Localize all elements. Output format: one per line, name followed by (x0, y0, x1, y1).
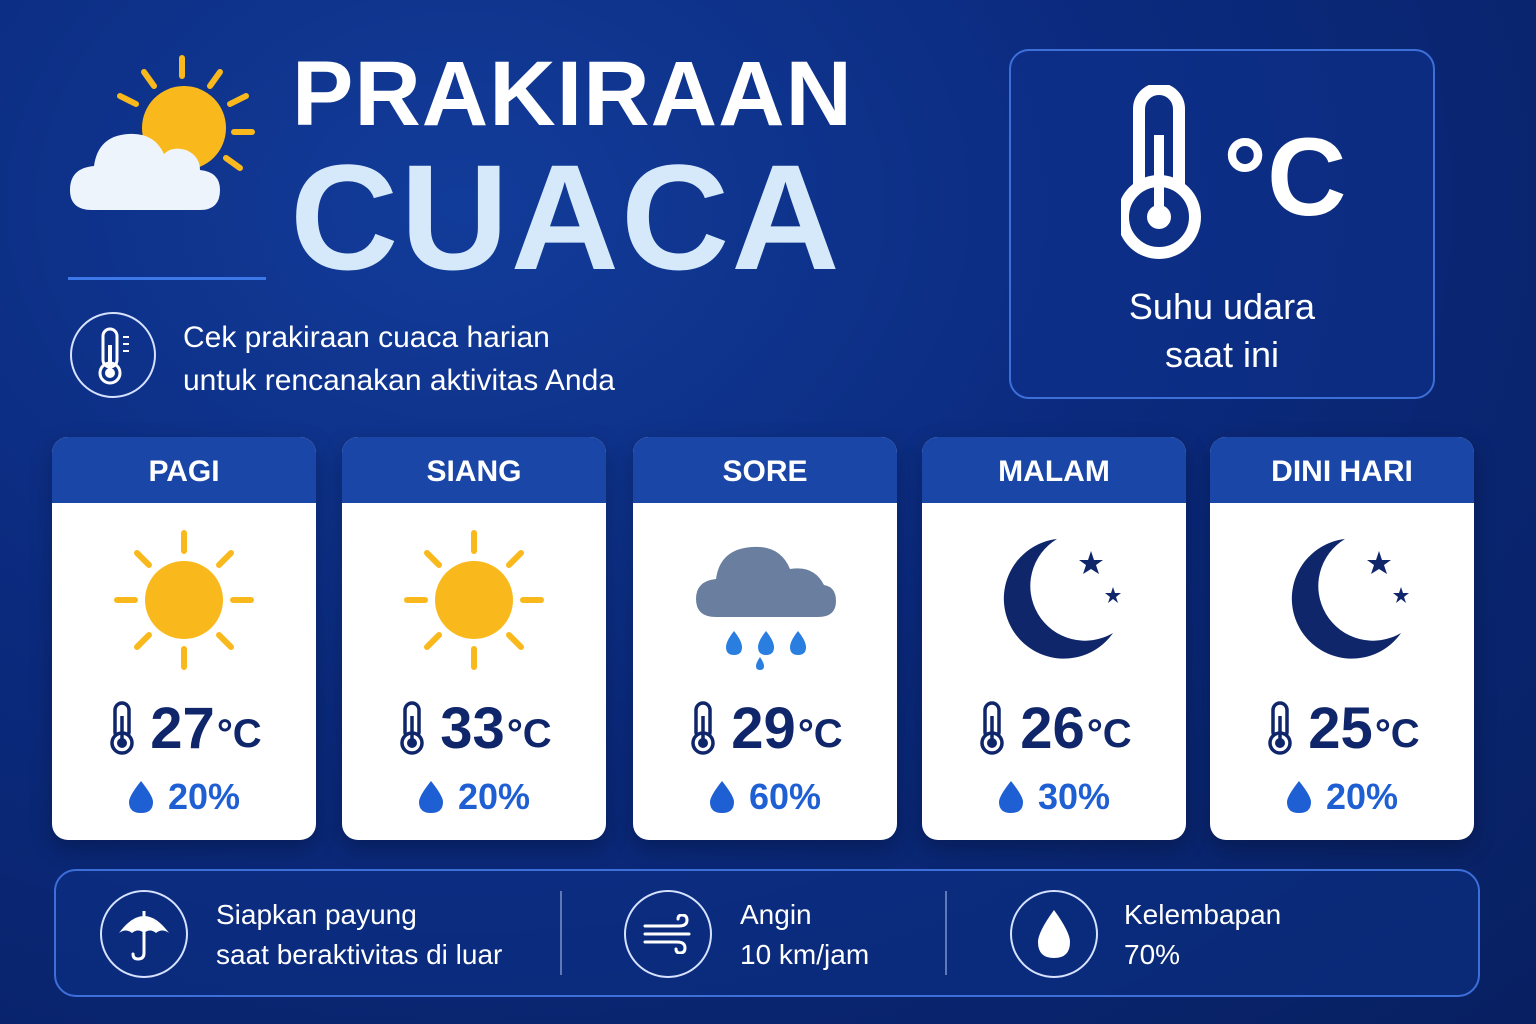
temperature-unit: °C (1086, 711, 1132, 756)
title-line-2: CUACA (290, 133, 842, 301)
info-wind (624, 871, 944, 995)
temperature-value: 29 (731, 695, 796, 761)
umbrella-text-line-1: Siapkan payung (216, 899, 417, 930)
temperature-value: 26 (1020, 695, 1085, 761)
droplet-icon (1286, 780, 1312, 814)
current-temperature-label-line-2: saat ini (1164, 334, 1280, 375)
temperature-unit: °C (1374, 711, 1420, 756)
forecast-period: PAGI (52, 437, 316, 503)
temperature-value: 25 (1308, 695, 1373, 761)
forecast-period: MALAM (922, 437, 1186, 503)
wind-text-line-2: 10 km/jam (740, 939, 870, 970)
forecast-temperature (342, 693, 606, 763)
forecast-humidity (52, 772, 316, 822)
droplet-icon (709, 780, 735, 814)
moon-stars-icon (922, 525, 1186, 675)
sun-icon (52, 525, 316, 675)
current-temperature-card (1009, 49, 1435, 399)
forecast-period: DINI HARI (1210, 437, 1474, 503)
intro-line-2: untuk rencanakan aktivitas Anda (183, 364, 615, 397)
intro-text (183, 316, 615, 402)
info-umbrella (100, 871, 560, 995)
humidity-value: 60% (748, 776, 822, 817)
droplet-icon (418, 780, 444, 814)
temperature-unit: °C (216, 711, 262, 756)
temperature-unit: °C (506, 711, 552, 756)
forecast-card-malam (922, 437, 1186, 840)
thermometer-icon (106, 700, 138, 756)
humidity-value: 20% (457, 776, 531, 817)
info-bar (54, 869, 1480, 997)
forecast-card-dini-hari (1210, 437, 1474, 840)
humidity-text-line-1: Kelembapan (1124, 899, 1282, 930)
forecast-card-pagi (52, 437, 316, 840)
title-underline (68, 277, 266, 280)
forecast-humidity (922, 772, 1186, 822)
forecast-period: SORE (633, 437, 897, 503)
rain-cloud-icon (633, 525, 897, 675)
wind-icon (624, 890, 712, 978)
temperature-value: 33 (440, 695, 505, 761)
forecast-temperature (633, 693, 897, 763)
forecast-temperature (922, 693, 1186, 763)
forecast-temperature (1210, 693, 1474, 763)
info-humidity (1010, 871, 1430, 995)
droplet-icon (998, 780, 1024, 814)
thermometer-icon (396, 700, 428, 756)
title-line-1: PRAKIRAAN (292, 43, 853, 145)
humidity-value: 20% (1325, 776, 1399, 817)
thermometer-icon (1264, 700, 1296, 756)
moon-stars-icon (1210, 525, 1474, 675)
humidity-text (1124, 895, 1281, 975)
info-divider (560, 891, 562, 975)
humidity-value: 20% (167, 776, 241, 817)
intro-line-1: Cek prakiraan cuaca harian (183, 321, 550, 354)
temperature-value: 27 (150, 695, 215, 761)
current-temperature-label (1011, 283, 1433, 379)
humidity-value: 30% (1037, 776, 1111, 817)
thermometer-icon (70, 312, 156, 398)
umbrella-icon (100, 890, 188, 978)
forecast-humidity (633, 772, 897, 822)
temperature-unit-label: °C (1223, 116, 1347, 239)
thermometer-icon (976, 700, 1008, 756)
temperature-unit: °C (797, 711, 843, 756)
humidity-text-line-2: 70% (1124, 939, 1181, 970)
forecast-humidity (342, 772, 606, 822)
sun-icon (342, 525, 606, 675)
forecast-card-sore (633, 437, 897, 840)
umbrella-text-line-2: saat beraktivitas di luar (216, 939, 503, 970)
droplet-icon (1010, 890, 1098, 978)
sun-cloud-logo-icon (62, 50, 262, 220)
wind-text (740, 895, 869, 975)
wind-text-line-1: Angin (740, 899, 812, 930)
droplet-icon (128, 780, 154, 814)
forecast-humidity (1210, 772, 1474, 822)
info-divider (945, 891, 947, 975)
current-temperature-label-line-1: Suhu udara (1128, 286, 1316, 327)
forecast-card-siang (342, 437, 606, 840)
forecast-period: SIANG (342, 437, 606, 503)
umbrella-text (216, 895, 502, 975)
forecast-temperature (52, 693, 316, 763)
thermometer-icon (687, 700, 719, 756)
